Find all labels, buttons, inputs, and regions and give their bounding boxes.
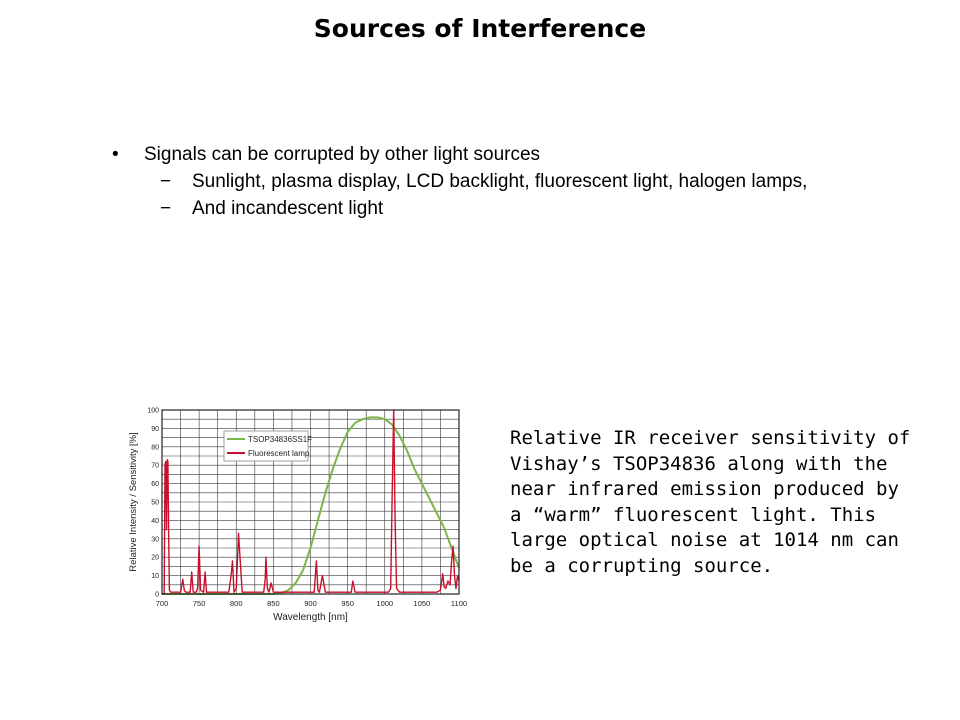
- x-tick-label: 1000: [376, 599, 394, 608]
- sub-bullet-text: Sunlight, plasma display, LCD backlight, fluorescent light, halogen lamps,: [192, 171, 808, 192]
- bullet-list: [112, 144, 932, 225]
- caption-line: a “warm” fluorescent light. This: [510, 503, 877, 526]
- caption-line: large optical noise at 1014 nm can: [510, 529, 899, 551]
- x-tick-label: 700: [155, 599, 169, 608]
- sub-bullet-item: [112, 198, 932, 225]
- caption-line: near infrared emission produced by: [510, 478, 899, 500]
- bullet-text: Signals can be corrupted by other light sources: [144, 144, 541, 165]
- x-tick-label: 750: [192, 599, 206, 608]
- legend-label-sensitivity: TSOP34836SS1F: [248, 435, 313, 444]
- caption-line: Vishay’s TSOP34836 along with the: [510, 452, 888, 475]
- x-tick-label: 850: [267, 599, 280, 608]
- y-tick-label: 100: [147, 407, 159, 415]
- caption-line: Relative IR receiver sensitivity of: [510, 427, 911, 449]
- y-tick-label: 40: [151, 517, 159, 525]
- y-tick-label: 30: [151, 536, 159, 544]
- x-tick-label: 1050: [413, 599, 431, 608]
- y-tick-label: 80: [151, 444, 159, 452]
- y-tick-label: 50: [151, 499, 159, 507]
- spectrum-chart-svg: [124, 404, 474, 630]
- y-tick-label: 0: [155, 591, 159, 599]
- y-tick-label: 70: [151, 462, 159, 470]
- x-tick-label: 1100: [450, 599, 468, 608]
- x-tick-label: 950: [341, 599, 354, 608]
- x-tick-label: 800: [229, 599, 243, 608]
- chart-legend: [224, 431, 312, 461]
- caption-line: be a corrupting source.: [510, 554, 774, 577]
- dash-marker: −: [160, 171, 172, 192]
- sub-bullet-item: [112, 171, 932, 198]
- chart-caption: [510, 426, 930, 579]
- y-tick-label: 60: [151, 481, 159, 489]
- dash-marker: −: [160, 198, 172, 219]
- y-axis-label: Relative Intensity / Sensitivity [%]: [128, 432, 139, 572]
- y-tick-label: 20: [151, 554, 159, 562]
- y-tick-label: 10: [151, 573, 159, 581]
- x-tick-label: 900: [304, 599, 317, 608]
- y-tick-label: 90: [151, 425, 159, 433]
- bullet-marker: •: [112, 144, 119, 165]
- slide-title: Sources of Interference: [313, 14, 647, 43]
- spectrum-chart: [124, 404, 474, 630]
- sub-bullet-text: And incandescent light: [192, 198, 384, 219]
- x-axis-label: Wavelength [nm]: [273, 612, 348, 623]
- legend-label-fluorescent: Fluorescent lamp: [248, 449, 310, 458]
- bullet-item: [112, 144, 932, 171]
